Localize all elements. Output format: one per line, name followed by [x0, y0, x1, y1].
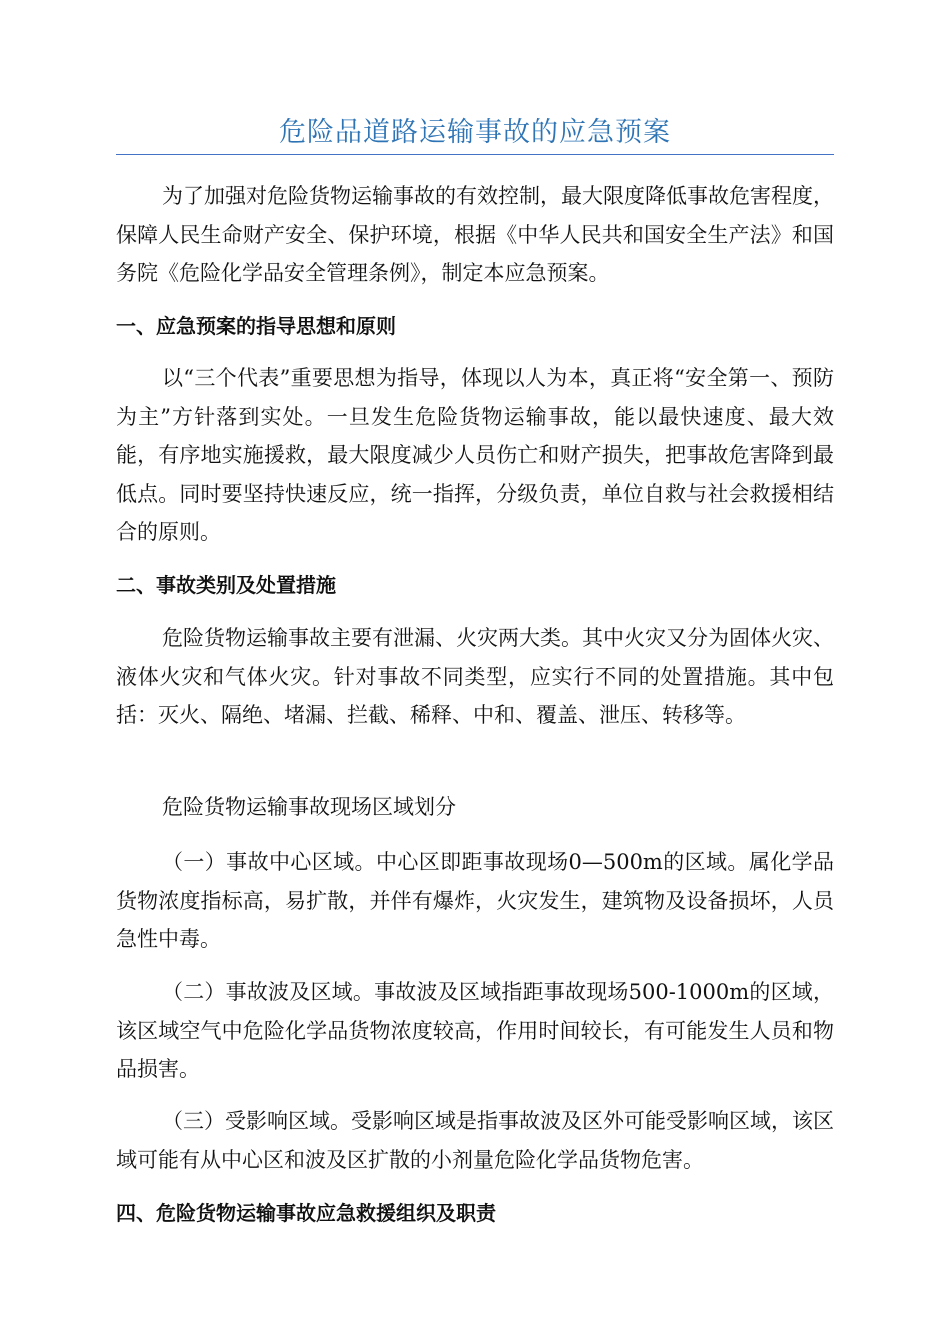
intro-paragraph: 为了加强对危险货物运输事故的有效控制，最大限度降低事故危害程度，保障人民生命财产安全、保护环境，根据《中华人民共和国安全生产法》和国务院《危险化学品安全管理条例》，制定本应急预案。 [116, 184, 834, 285]
section-2-paragraph: 危险货物运输事故主要有泄漏、火灾两大类。其中火灾又分为固体火灾、液体火灾和气体火灾。针对事故不同类型，应实行不同的处置措施。其中包括：灭火、隔绝、堵漏、拦截、稀释、中和、覆盖、泄压、转移等。 [116, 626, 834, 727]
section-1-paragraph: 以“三个代表”重要思想为指导，体现以人为本，真正将“安全第一、预防为主”方针落到实处。一旦发生危险货物运输事故，能以最快速度、最大效能，有序地实施援救，最大限度减少人员伤亡和财产损失，把事故危害降到最低点。同时要坚持快速反应，统一指挥，分级负责，单位自救与社会救援相结合的原则。 [116, 366, 834, 544]
zone-influenced: （三）受影响区域。受影响区域是指事故波及区外可能受影响区域，该区域可能有从中心区和波及区扩散的小剂量危险化学品货物危害。 [116, 1109, 834, 1172]
section-4-heading: 四、危险货物运输事故应急救援组织及职责 [116, 1201, 496, 1225]
zone-center: （一）事故中心区域。中心区即距事故现场0—500m的区域。属化学品货物浓度指标高，易扩散，并伴有爆炸，火灾发生，建筑物及设备损坏，人员急性中毒。 [116, 850, 834, 951]
zone-affected: （二）事故波及区域。事故波及区域指距事故现场500-1000m的区域，该区域空气中危险化学品货物浓度较高，作用时间较长，有可能发生人员和物品损害。 [116, 980, 834, 1081]
section-2-heading: 二、事故类别及处置措施 [116, 573, 336, 597]
title-underline [116, 154, 834, 155]
zoning-intro: 危险货物运输事故现场区域划分 [162, 795, 456, 819]
document-title: 危险品道路运输事故的应急预案 [279, 117, 671, 148]
section-1-heading: 一、应急预案的指导思想和原则 [116, 314, 396, 338]
